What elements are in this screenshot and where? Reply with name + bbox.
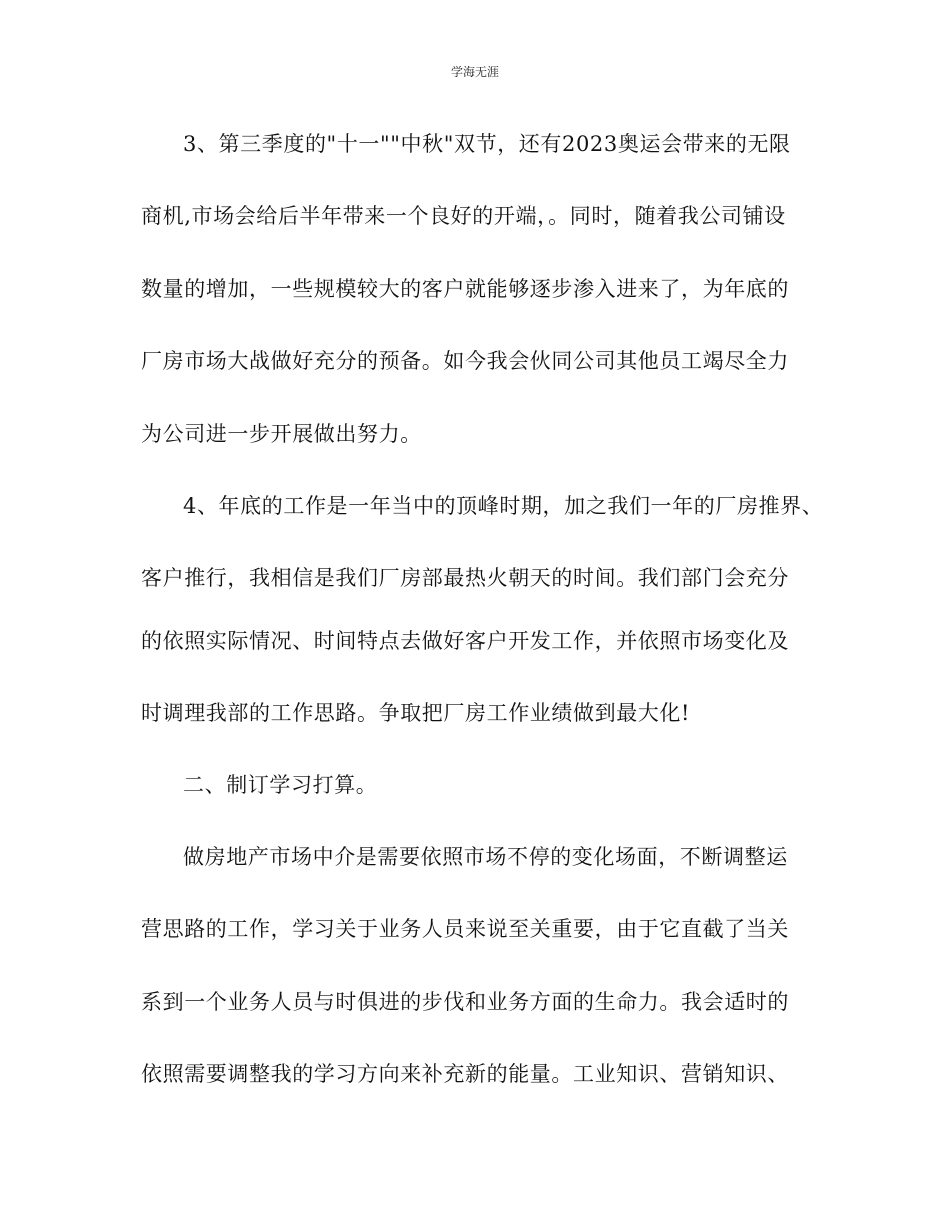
paragraph-line: 做房地产市场中介是需要依照市场不停的变化场面，不断调整运 [183, 845, 788, 869]
paragraph-line: 3、第三季度的"十一""中秋"双节，还有2023奥运会带来的无限 [183, 132, 791, 156]
paragraph-line: 的依照实际情况、时间特点去做好客户开发工作，并依照市场变化及 [141, 629, 789, 653]
paragraph-line: 厂房市场大战做好充分的预备。如今我会伙同公司其他员工竭尽全力 [141, 349, 789, 373]
paragraph-line: 系到一个业务人员与时俱进的步伐和业务方面的生命力。我会适时的 [141, 990, 789, 1014]
paragraph-line: 营思路的工作，学习关于业务人员来说至关重要，由于它直截了当关 [141, 917, 789, 941]
paragraph-line: 依照需要调整我的学习方向来补充新的能量。工业知识、营销知识、 [141, 1062, 789, 1086]
section-heading: 二、制订学习打算。 [183, 773, 378, 797]
paragraph-line: 时调理我部的工作思路。争取把厂房工作业绩做到最大化! [141, 701, 691, 725]
paragraph-line: 为公司进一步开展做出努力。 [141, 422, 422, 446]
paragraph-line: 商机,市场会给后半年带来一个良好的开端，。同时，随着我公司铺设 [141, 204, 786, 228]
paragraph-line: 客户推行，我相信是我们厂房部最热火朝天的时间。我们部门会充分 [141, 566, 789, 590]
page-header: 学海无涯 [450, 65, 499, 79]
paragraph-line: 数量的增加，一些规模较大的客户就能够逐步渗入进来了，为年底的 [141, 277, 789, 301]
paragraph-line: 4、年底的工作是一年当中的顶峰时期，加之我们一年的厂房推界、 [183, 494, 824, 518]
